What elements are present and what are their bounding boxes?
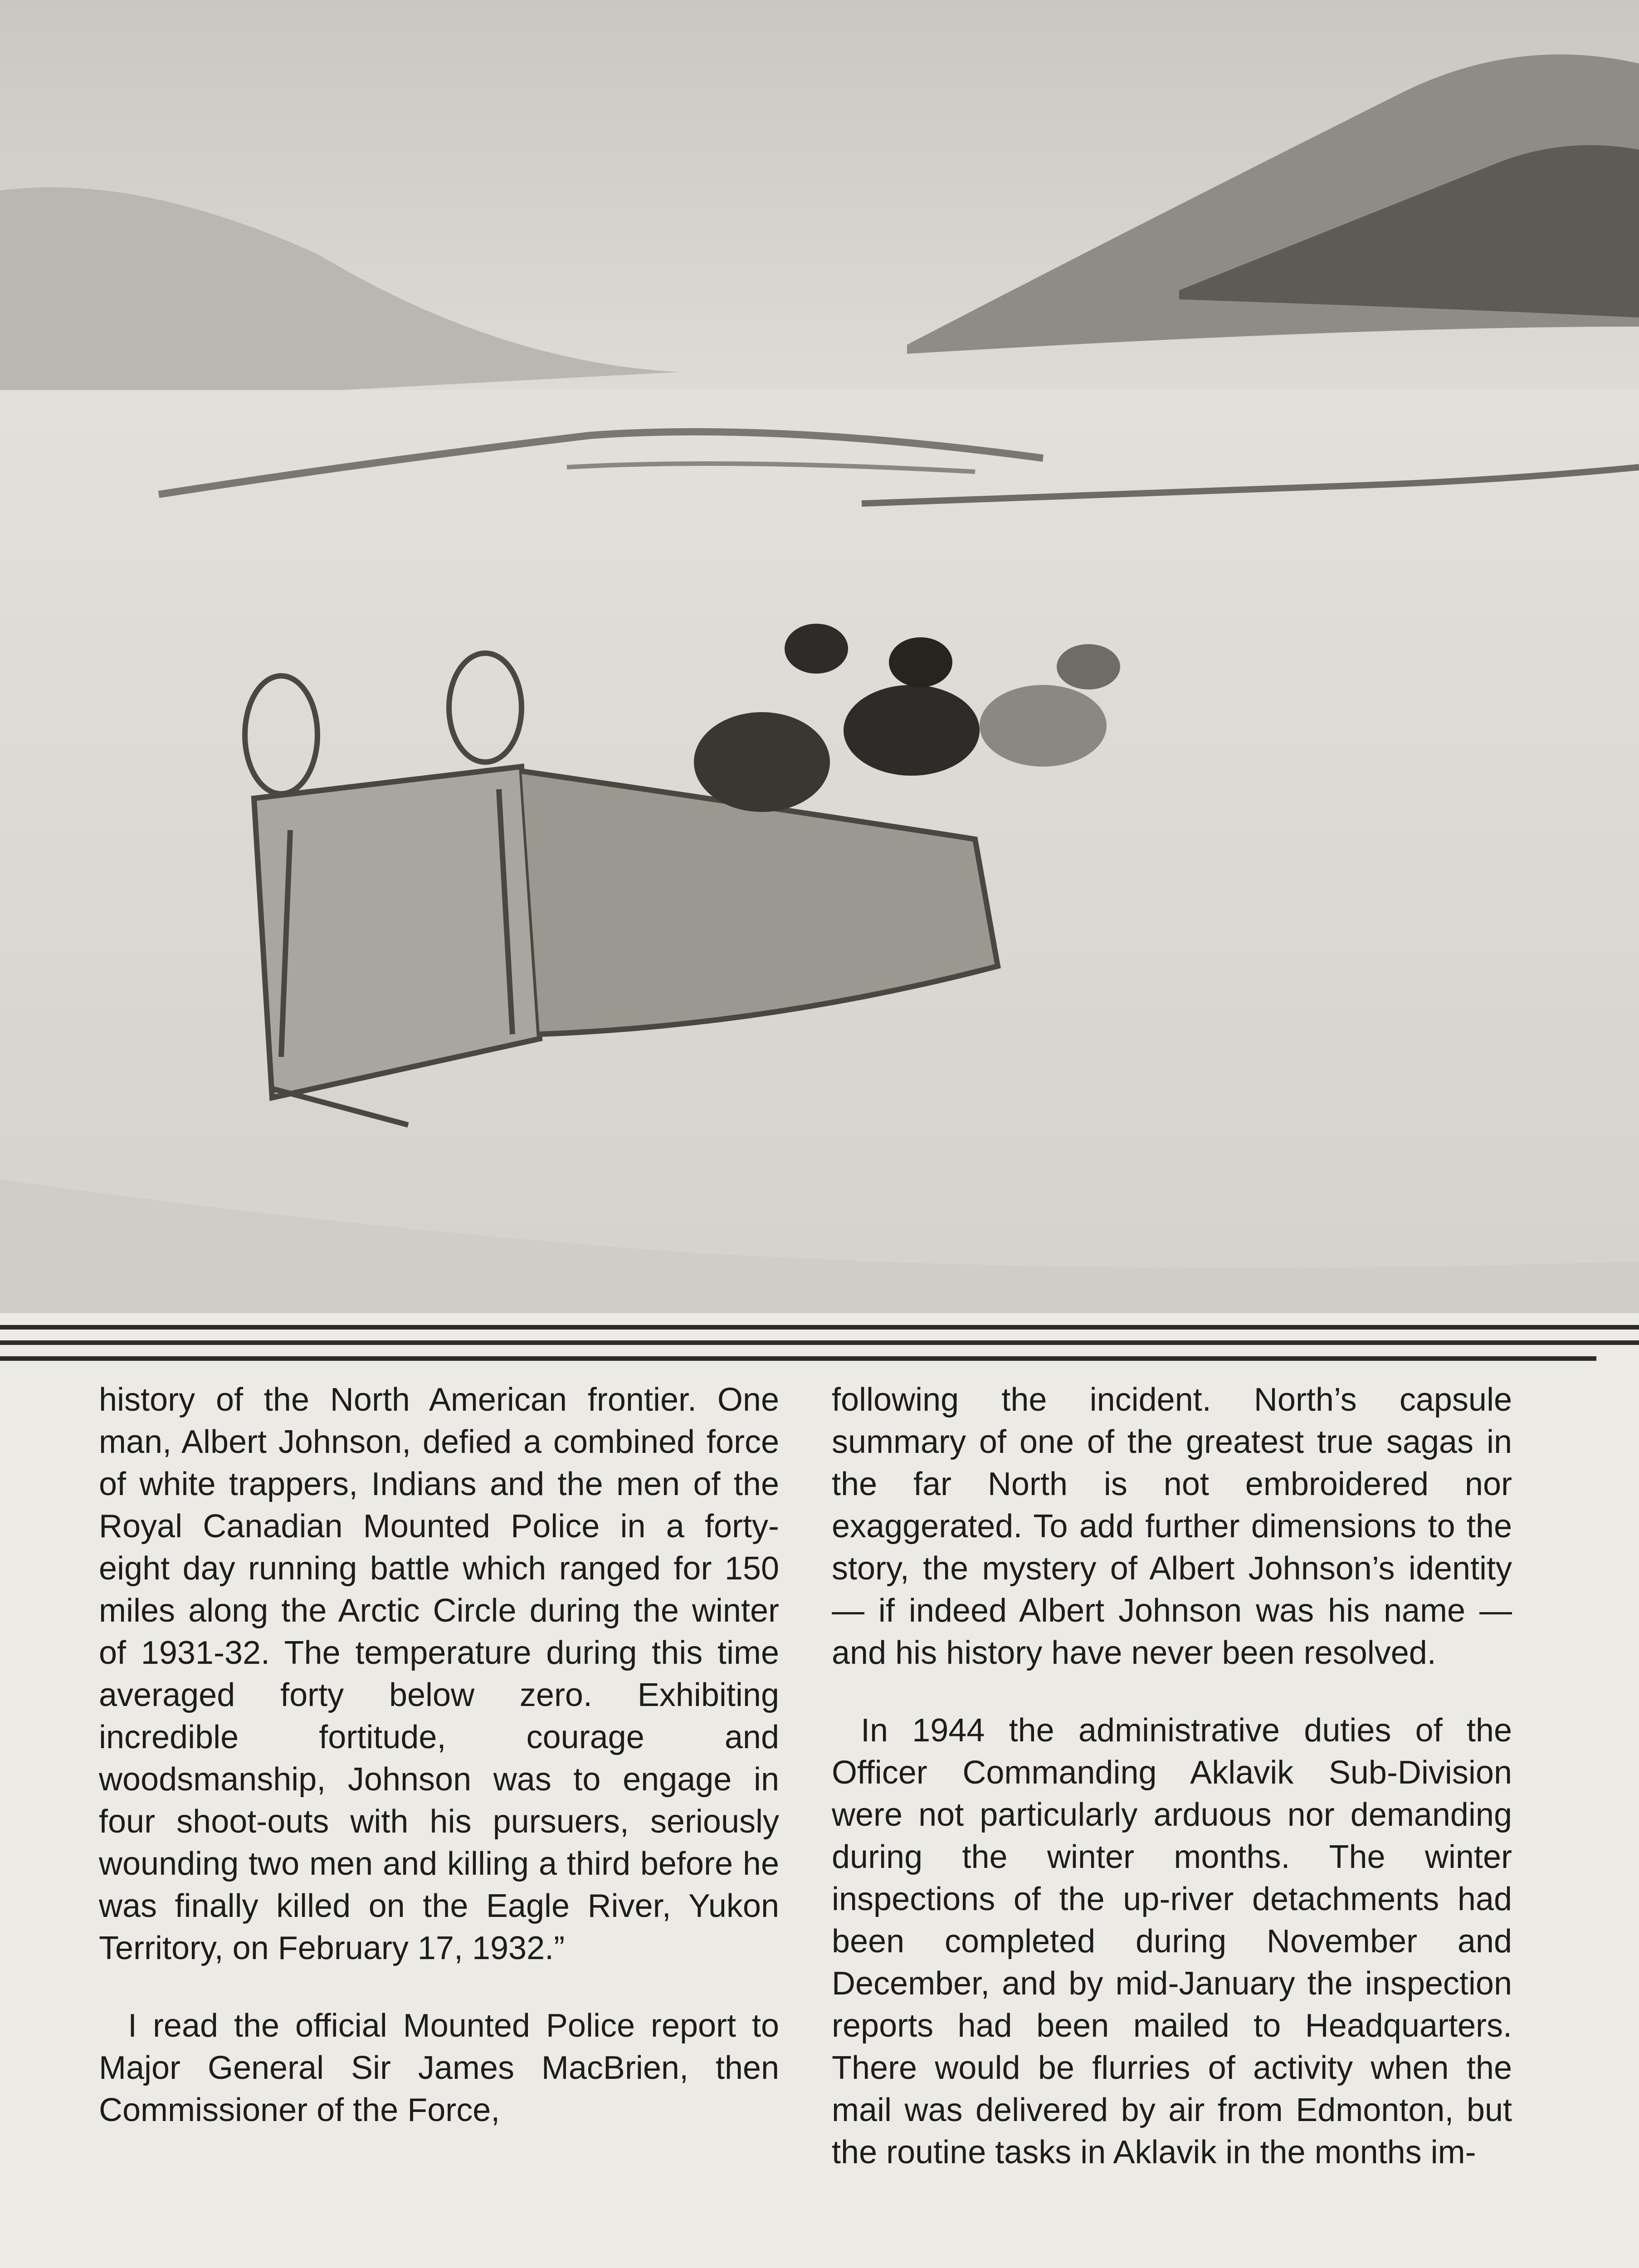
- article-paragraph: I read the official Mounted Police report to Major General Sir James MacBrien, then Commissioner of the Force,: [99, 2008, 779, 2128]
- article-column-left: [99, 1379, 779, 2131]
- divider-rule-top: [0, 1325, 1639, 1330]
- article-paragraph: In 1944 the administrative duties of the Officer Commanding Aklavik Sub-Division were not particularly arduous nor demanding during the winter months. The winter inspections of the up-river detachments had been completed during November and December, and by mid-January the inspection reports had been mailed to Headquarters. There would be flurries of activity when the mail was delivered by air from Edmonton, but the routine tasks in Aklavik in the months im-: [832, 1712, 1512, 2170]
- divider-rule-middle: [0, 1340, 1639, 1345]
- article-paragraph: following the incident. North’s capsule summary of one of the greatest true sagas in the far North is not embroidered nor exaggerated. To add further dimensions to the story, the mystery of Albert Johnson’s identity — if indeed Albert Johnson was his name — and his history have never been resolved.: [832, 1382, 1512, 1671]
- article-paragraph: history of the North American frontier. One man, Albert Johnson, defied a combined force of white trappers, Indians and the men of the Royal Canadian Mounted Police in a forty-eight day running battle which ranged for 150 miles along the Arctic Circle during the winter of 1931-32. The temperature during this time averaged forty below zero. Exhibiting incredible fortitude, courage and woodsmanship, Johnson was to engage in four shoot-outs with his pursuers, seriously wounding two men and killing a third before he was finally killed on the Eagle River, Yukon Territory, on February 17, 1932.”: [99, 1382, 779, 1966]
- divider-rule-bottom: [0, 1356, 1596, 1361]
- article-column-right: [832, 1379, 1512, 2174]
